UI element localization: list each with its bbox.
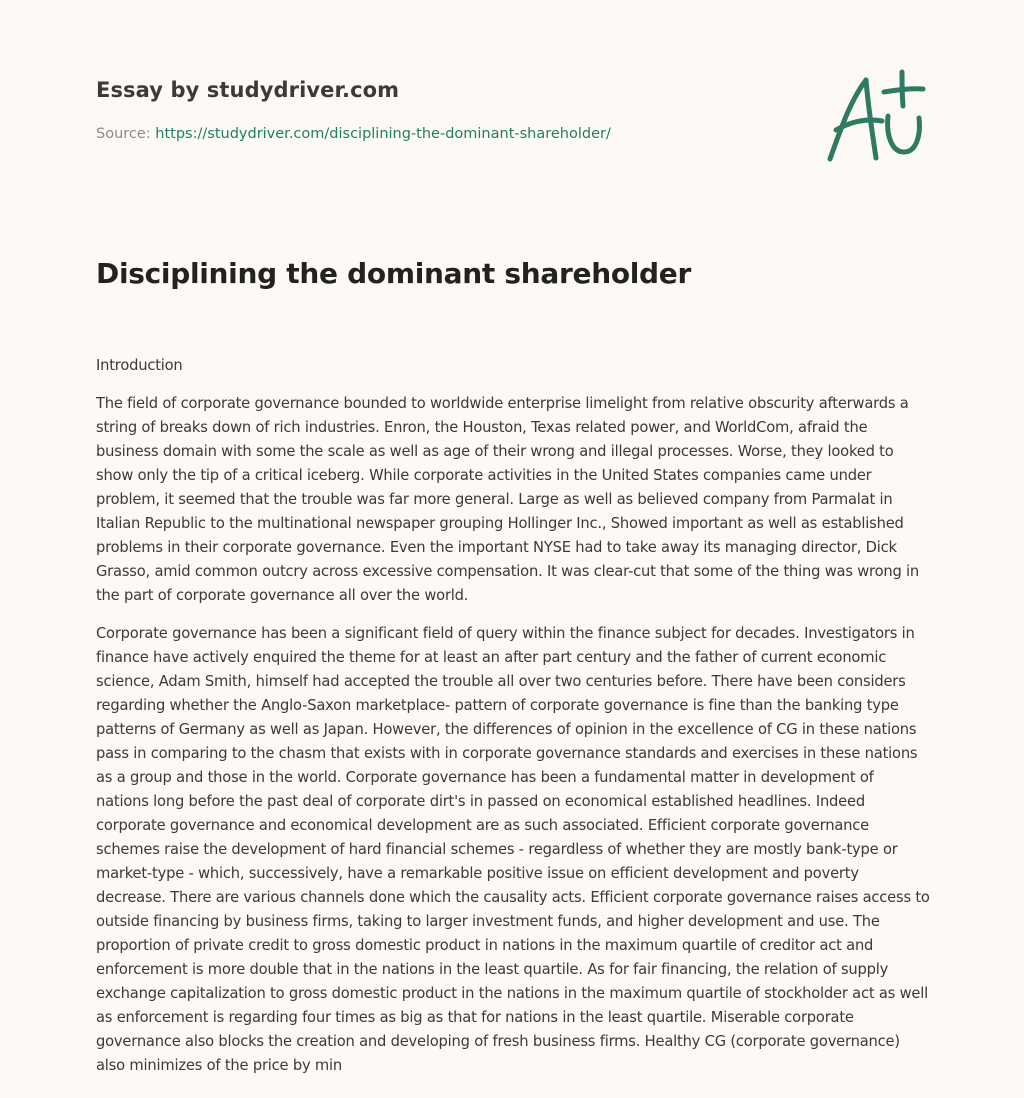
essay-paragraph: Corporate governance has been a significant field of query within the finance subject for decades. Investigators in finance have actively enquired the theme for at least an after part century and the father of current economic science, Adam Smith, himself had accepted the trouble all over two centuries before. There have been considers regarding whether the Anglo-Saxon marketplace- pattern of corporate governance is fine than the banking type patterns of Germany as well as Japan. However, the differences of opinion in the excellence of CG in these nations pass in comparing to the chasm that exists with in corporate governance standards and exercises in these nations as a group and those in the world. Corporate governance has been a fundamental matter in development of nations long before the past deal of corporate dirt's in passed on economical established headlines. Indeed corporate governance and economical development are as such associated. Efficient corporate governance schemes raise the development of hard financial schemes - regardless of whether they are mostly bank-type or market-type - which, successively, have a remarkable positive issue on efficient development and poverty decrease. There are various channels done which the causality acts. Efficient corporate governance raises access to outside financing by business firms, taking to larger investment funds, and higher development and use. The proportion of private credit to gross domestic product in nations in the maximum quartile of creditor act and enforcement is more double that in the nations in the least quartile. As for fair financing, the relation of supply exchange capitalization to gross domestic product in the nations in the maximum quartile of stockholder act as well as enforcement is regarding four times as big as that for nations in the least quartile. Miserable corporate governance also blocks the creation and developing of fresh business firms. Healthy CG (corporate governance) also minimizes of the price by min [96,625,930,1074]
source-label: Source: [96,126,151,142]
site-brand: Essay by studydriver.com [96,78,400,102]
a-plus-grade-logo-icon [820,66,930,166]
essay-title: Disciplining the dominant shareholder [96,257,692,290]
site-header [96,74,716,144]
essay-paragraph: The field of corporate governance bounded to worldwide enterprise limelight from relative obscurity afterwards a string of breaks down of rich industries. Enron, the Houston, Texas related power, and WorldCom, afraid the business domain with some the scale as well as age of their wrong and illegal processes. Worse, they looked to show only the tip of a critical iceberg. While corporate activities in the United States companies came under problem, it seemed that the trouble was far more general. Large as well as believed company from Parmalat in Italian Republic to the multinational newspaper grouping Hollinger Inc., Showed important as well as established problems in their corporate governance. Even the important NYSE had to take away its managing director, Dick Grasso, amid common outcry across excessive compensation. It was clear-cut that some of the thing was wrong in the part of corporate governance all over the world. [96,395,920,604]
source-line [96,124,716,144]
source-link[interactable]: https://studydriver.com/disciplining-the-dominant-shareholder/ [155,126,611,142]
essay-body [96,354,930,1092]
section-heading: Introduction [96,357,183,374]
